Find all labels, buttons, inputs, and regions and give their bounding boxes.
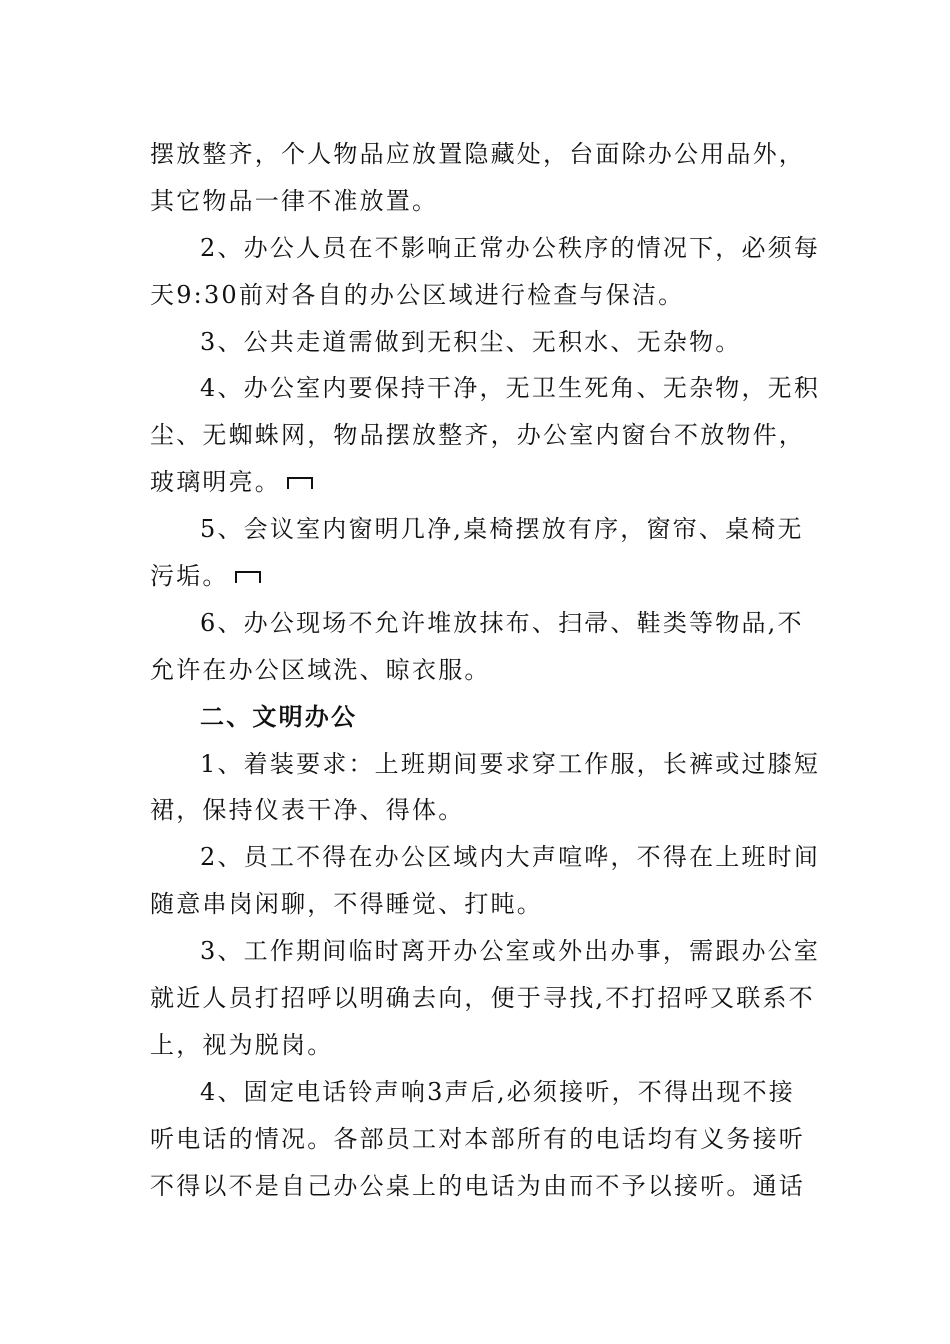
text-line: 1、着装要求：上班期间要求穿工作服，长裤或过膝短 [200,749,821,778]
text-line-with-mark [150,459,800,506]
text-line: 允许在办公区域洗、晾衣服。 [150,655,491,684]
section-heading: 二、文明办公 [200,701,358,731]
text-line: 污垢。 [150,562,229,591]
text-line: 尘、无蜘蛛网，物品摆放整齐，办公室内窗台不放物件， [150,421,805,450]
text-line: 3、工作期间临时离开办公室或外出办事，需跟办公室 [200,937,821,966]
text-line: 3、公共走道需做到无积尘、无积水、无杂物。 [200,327,742,356]
text-line: 5、会议室内窗明几净,桌椅摆放有序，窗帘、桌椅无 [200,515,804,544]
text-line: 4、办公室内要保持干净，无卫生死角、无杂物，无积 [200,374,821,403]
text-line: 听电话的情况。各部员工对本部所有的电话均有义务接听 [150,1124,805,1153]
text-line: 2、员工不得在办公区域内大声喧哗，不得在上班时间 [200,843,821,872]
text-line: 4、固定电话铃声响3声后,必须接听，不得出现不接 [200,1077,795,1106]
text-line: 不得以不是自己办公桌上的电话为由而不予以接听。通话 [150,1171,805,1200]
text-line-with-mark [150,553,800,600]
text-line: 2、办公人员在不影响正常办公秩序的情况下，必须每 [200,233,821,262]
paragraph-mark-icon [287,477,313,489]
text-line: 摆放整齐，个人物品应放置隐藏处，台面除办公用品外， [150,140,805,168]
text-line: 玻璃明亮。 [150,468,281,497]
document-page [150,131,821,1209]
text-line: 其它物品一律不准放置。 [150,186,439,215]
text-line: 天9:30前对各自的办公区域进行检查与保洁。 [150,280,685,309]
paragraph-mark-icon [235,571,261,583]
text-line: 就近人员打招呼以明确去向，便于寻找,不打招呼又联系不 [150,984,815,1013]
text-line: 6、办公现场不允许堆放抹布、扫帚、鞋类等物品,不 [200,608,804,637]
text-line: 随意串岗闲聊，不得睡觉、打盹。 [150,890,543,919]
text-line: 裙，保持仪表干净、得体。 [150,796,465,825]
text-line: 上，视为脱岗。 [150,1030,334,1059]
